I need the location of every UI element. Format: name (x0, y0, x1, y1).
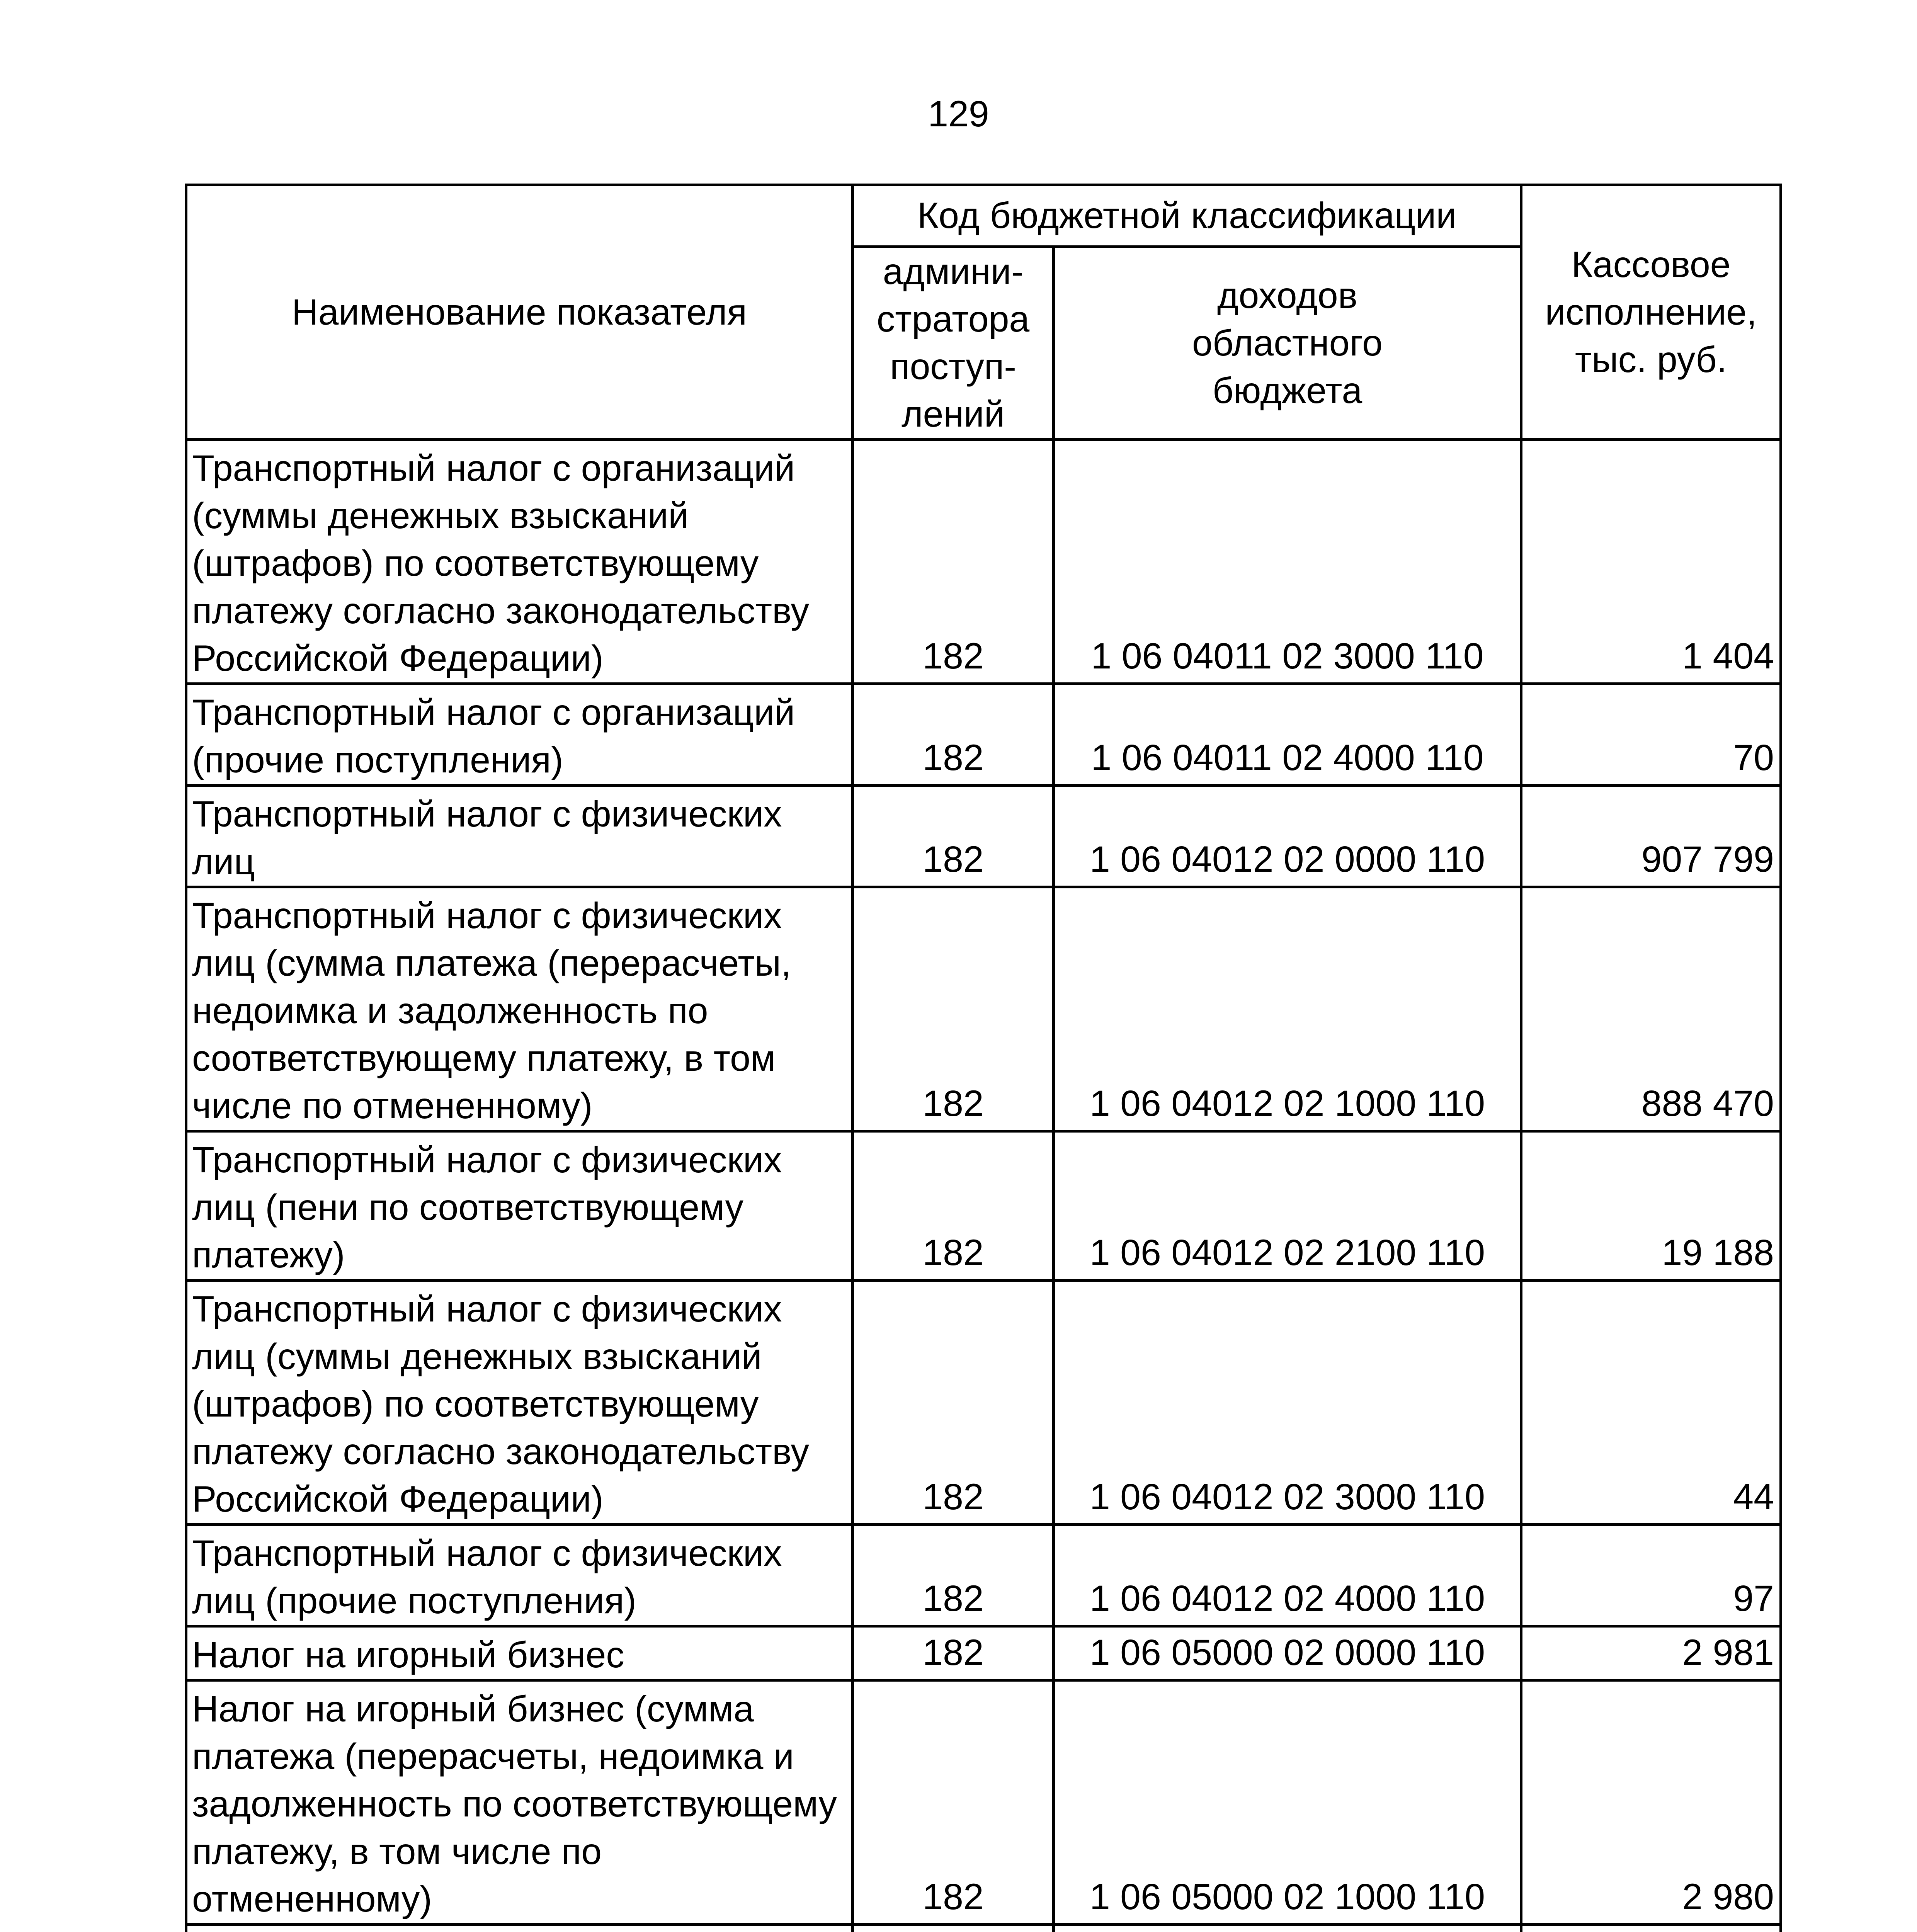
row-admin-code: 182 (853, 1525, 1054, 1626)
row-name: Транспортный налог с физических лиц (суммы денежных взысканий (штрафов) по соответствующему платежу согласно законодательству Российской Федерации) (186, 1281, 853, 1525)
row-amount: 70 (1521, 684, 1781, 786)
row-amount (1521, 1925, 1781, 1932)
row-name: Транспортный налог с организаций (суммы денежных взысканий (штрафов) по соответствующему платежу согласно законодательству Российской Федерации) (186, 440, 853, 684)
row-amount: 2 981 (1521, 1626, 1781, 1680)
row-amount: 907 799 (1521, 786, 1781, 887)
row-income-code: 1 06 04012 02 0000 110 (1054, 786, 1521, 887)
row-name: Транспортный налог с физических лиц (пени по соответствующему платежу) (186, 1131, 853, 1281)
row-admin-code: 182 (853, 786, 1054, 887)
row-admin-code: 182 (853, 1626, 1054, 1680)
table-body (186, 440, 1781, 1932)
row-admin-code: 182 (853, 684, 1054, 786)
table-row (186, 786, 1781, 887)
row-admin-code: 182 (853, 440, 1054, 684)
row-income-code: 1 06 04012 02 3000 110 (1054, 1281, 1521, 1525)
row-amount: 19 188 (1521, 1131, 1781, 1281)
row-name (186, 1925, 853, 1932)
table-row (186, 1525, 1781, 1626)
row-name: Налог на игорный бизнес (сумма платежа (перерасчеты, недоимка и задолженность по соответствующему платежу, в том числе по отмененному) (186, 1680, 853, 1925)
row-income-code: 1 06 04011 02 3000 110 (1054, 440, 1521, 684)
table-row (186, 440, 1781, 684)
budget-table (185, 184, 1782, 1932)
row-admin-code: 182 (853, 1281, 1054, 1525)
table-header (186, 185, 1781, 440)
row-amount: 1 404 (1521, 440, 1781, 684)
row-admin-code (853, 1925, 1054, 1932)
header-income-code: доходов областного бюджета (1054, 247, 1521, 440)
table-row (186, 1925, 1781, 1932)
header-classification-code: Код бюджетной классификации (853, 185, 1521, 247)
table-row (186, 1131, 1781, 1281)
header-name: Наименование показателя (186, 185, 853, 440)
table-row (186, 1626, 1781, 1680)
row-admin-code: 182 (853, 1680, 1054, 1925)
table-row (186, 1680, 1781, 1925)
row-amount: 2 980 (1521, 1680, 1781, 1925)
row-name: Налог на игорный бизнес (186, 1626, 853, 1680)
row-name: Транспортный налог с организаций (прочие поступления) (186, 684, 853, 786)
table-row (186, 684, 1781, 786)
row-amount: 44 (1521, 1281, 1781, 1525)
row-name: Транспортный налог с физических лиц (186, 786, 853, 887)
header-amount: Кассовое исполнение, тыс. руб. (1521, 185, 1781, 440)
table-row (186, 1281, 1781, 1525)
row-income-code: 1 06 05000 02 0000 110 (1054, 1626, 1521, 1680)
row-admin-code: 182 (853, 887, 1054, 1131)
row-income-code: 1 06 05000 02 1000 110 (1054, 1680, 1521, 1925)
row-income-code: 1 06 04012 02 4000 110 (1054, 1525, 1521, 1626)
row-income-code: 1 06 04012 02 2100 110 (1054, 1131, 1521, 1281)
row-admin-code: 182 (853, 1131, 1054, 1281)
header-admin: админи- стратора поступ- лений (853, 247, 1054, 440)
row-name: Транспортный налог с физических лиц (сумма платежа (перерасчеты, недоимка и задолженность по соответствующему платежу, в том числе по отмененному) (186, 887, 853, 1131)
row-name: Транспортный налог с физических лиц (прочие поступления) (186, 1525, 853, 1626)
row-amount: 97 (1521, 1525, 1781, 1626)
row-income-code: 1 06 04012 02 1000 110 (1054, 887, 1521, 1131)
row-income-code (1054, 1925, 1521, 1932)
page-number: 129 (928, 94, 989, 134)
row-income-code: 1 06 04011 02 4000 110 (1054, 684, 1521, 786)
table-row (186, 887, 1781, 1131)
row-amount: 888 470 (1521, 887, 1781, 1131)
